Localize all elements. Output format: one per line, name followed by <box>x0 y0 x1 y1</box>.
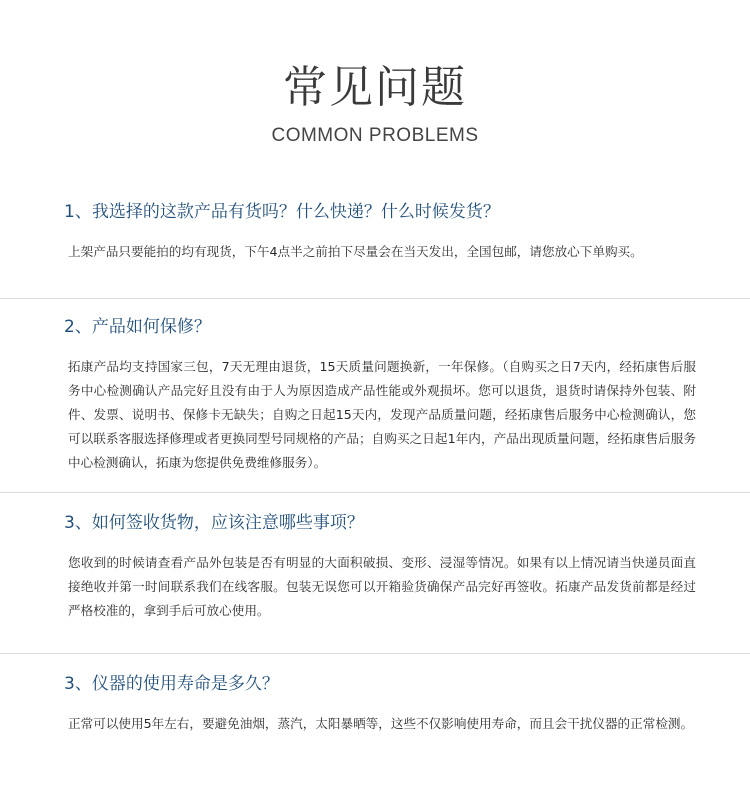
faq-question: 2、产品如何保修？ <box>64 317 211 337</box>
page-title: 常见问题 <box>283 62 467 113</box>
section-divider <box>0 298 750 299</box>
page-subtitle: COMMON PROBLEMS <box>271 125 479 146</box>
faq-item <box>0 200 750 264</box>
faq-answer: 上架产品只要能拍的均有现货，下午4点半之前拍下尽量会在当天发出，全国包邮，请您放心下单购买。 <box>68 244 643 259</box>
faq-item <box>0 511 750 623</box>
faq-question: 1、我选择的这款产品有货吗？什么快递？什么时候发货？ <box>64 202 500 222</box>
faq-item <box>0 315 750 475</box>
section-divider <box>0 653 750 654</box>
faq-answer: 正常可以使用5年左右，要避免油烟，蒸汽，太阳暴晒等，这些不仅影响使用寿命，而且会干扰仪器的正常检测。 <box>68 716 694 731</box>
faq-question: 3、仪器的使用寿命是多久？ <box>64 674 279 694</box>
faq-item <box>0 672 750 736</box>
faq-question: 3、如何签收货物，应该注意哪些事项？ <box>64 513 364 533</box>
faq-answer: 拓康产品均支持国家三包，7天无理由退货，15天质量问题换新，一年保修。（自购买之日7天内，经拓康售后服务中心检测确认产品完好且没有由于人为原因造成产品性能或外观损坏。您可以退货，退货时请保持外包装、附件、发票、说明书、保修卡无缺失；自购之日起15天内，发现产品质量问题，经拓康售后服务中心检测确认，您可以联系客服选择修理或者更换同型号同规格的产品；自购买之日起1年内，产品出现质量问题，经拓康售后服务中心检测确认，拓康为您提供免费维修服务）。 <box>68 359 696 470</box>
section-divider <box>0 492 750 493</box>
faq-answer: 您收到的时候请查看产品外包装是否有明显的大面积破损、变形、浸湿等情况。如果有以上情况请当快递员面直接绝收并第一时间联系我们在线客服。包装无误您可以开箱验货确保产品完好再签收。拓康产品发货前都是经过严格校准的，拿到手后可放心使用。 <box>68 555 696 618</box>
page-header <box>0 60 750 148</box>
